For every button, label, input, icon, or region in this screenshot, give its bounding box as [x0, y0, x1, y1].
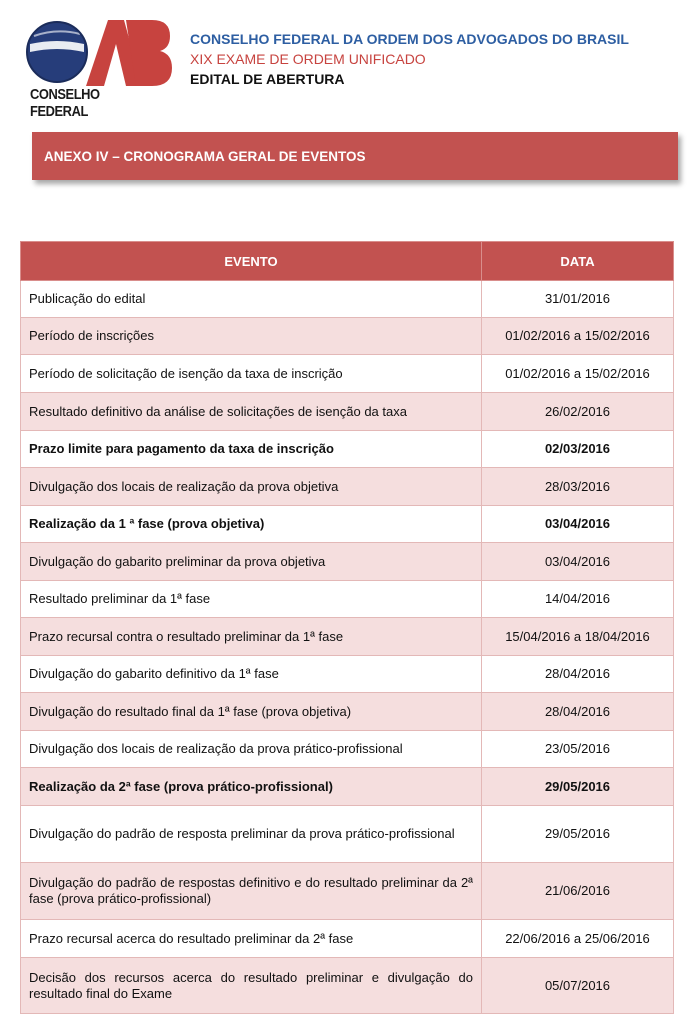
logo-subtitle: CONSELHO FEDERAL: [30, 86, 100, 120]
date-cell: 29/05/2016: [482, 806, 674, 863]
page-header: [0, 0, 691, 120]
date-cell: 02/03/2016: [482, 431, 674, 468]
event-cell: Realização da 2ª fase (prova prático-profissional): [21, 768, 482, 806]
table-row: [21, 506, 674, 543]
event-cell: Decisão dos recursos acerca do resultado preliminar e divulgação do resultado final do Exame: [21, 958, 482, 1014]
date-cell: 31/01/2016: [482, 281, 674, 318]
date-cell: 01/02/2016 a 15/02/2016: [482, 318, 674, 355]
event-cell: Resultado preliminar da 1ª fase: [21, 581, 482, 618]
table-row: [21, 863, 674, 920]
table-row: [21, 581, 674, 618]
table-row: [21, 281, 674, 318]
table-row: [21, 731, 674, 768]
date-cell: 28/04/2016: [482, 693, 674, 731]
table-row: [21, 958, 674, 1014]
event-cell: Publicação do edital: [21, 281, 482, 318]
date-cell: 15/04/2016 a 18/04/2016: [482, 618, 674, 656]
date-cell: 03/04/2016: [482, 543, 674, 581]
date-cell: 05/07/2016: [482, 958, 674, 1014]
table-row: [21, 468, 674, 506]
table-row: [21, 806, 674, 863]
table-row: [21, 920, 674, 958]
event-cell: Divulgação do gabarito preliminar da prova objetiva: [21, 543, 482, 581]
section-title: ANEXO IV – CRONOGRAMA GERAL DE EVENTOS: [44, 148, 366, 164]
date-cell: 28/03/2016: [482, 468, 674, 506]
header-data: DATA: [482, 242, 674, 281]
date-cell: 26/02/2016: [482, 393, 674, 431]
date-cell: 03/04/2016: [482, 506, 674, 543]
table-body: [21, 281, 674, 1014]
date-cell: 22/06/2016 a 25/06/2016: [482, 920, 674, 958]
table-row: [21, 656, 674, 693]
date-cell: 14/04/2016: [482, 581, 674, 618]
header-title-line2: XIX EXAME DE ORDEM UNIFICADO: [190, 51, 426, 67]
date-cell: 21/06/2016: [482, 863, 674, 920]
event-cell: Divulgação do resultado final da 1ª fase (prova objetiva): [21, 693, 482, 731]
schedule-table: [20, 241, 674, 1014]
date-cell: 29/05/2016: [482, 768, 674, 806]
event-cell: Prazo recursal acerca do resultado preliminar da 2ª fase: [21, 920, 482, 958]
event-cell: Divulgação do gabarito definitivo da 1ª fase: [21, 656, 482, 693]
date-cell: 23/05/2016: [482, 731, 674, 768]
table-row: [21, 393, 674, 431]
event-cell: Realização da 1 ª fase (prova objetiva): [21, 506, 482, 543]
event-cell: Resultado definitivo da análise de solicitações de isenção da taxa: [21, 393, 482, 431]
header-title-line1: CONSELHO FEDERAL DA ORDEM DOS ADVOGADOS DO BRASIL: [190, 31, 629, 47]
table-row: [21, 693, 674, 731]
table-row: [21, 543, 674, 581]
table-header-row: [21, 242, 674, 281]
table-row: [21, 431, 674, 468]
table-row: [21, 355, 674, 393]
event-cell: Prazo limite para pagamento da taxa de inscrição: [21, 431, 482, 468]
event-cell: Divulgação do padrão de resposta preliminar da prova prático-profissional: [21, 806, 482, 863]
section-banner: [32, 132, 678, 180]
event-cell: Período de solicitação de isenção da taxa de inscrição: [21, 355, 482, 393]
table-row: [21, 768, 674, 806]
event-cell: Divulgação dos locais de realização da prova objetiva: [21, 468, 482, 506]
event-cell: Prazo recursal contra o resultado preliminar da 1ª fase: [21, 618, 482, 656]
event-cell: Divulgação dos locais de realização da prova prático-profissional: [21, 731, 482, 768]
header-title-line3: EDITAL DE ABERTURA: [190, 71, 345, 87]
event-cell: Período de inscrições: [21, 318, 482, 355]
event-cell: Divulgação do padrão de respostas definitivo e do resultado preliminar da 2ª fase (prova prático-profissional): [21, 863, 482, 920]
date-cell: 28/04/2016: [482, 656, 674, 693]
header-evento: EVENTO: [21, 242, 482, 281]
table-row: [21, 318, 674, 355]
date-cell: 01/02/2016 a 15/02/2016: [482, 355, 674, 393]
table-row: [21, 618, 674, 656]
